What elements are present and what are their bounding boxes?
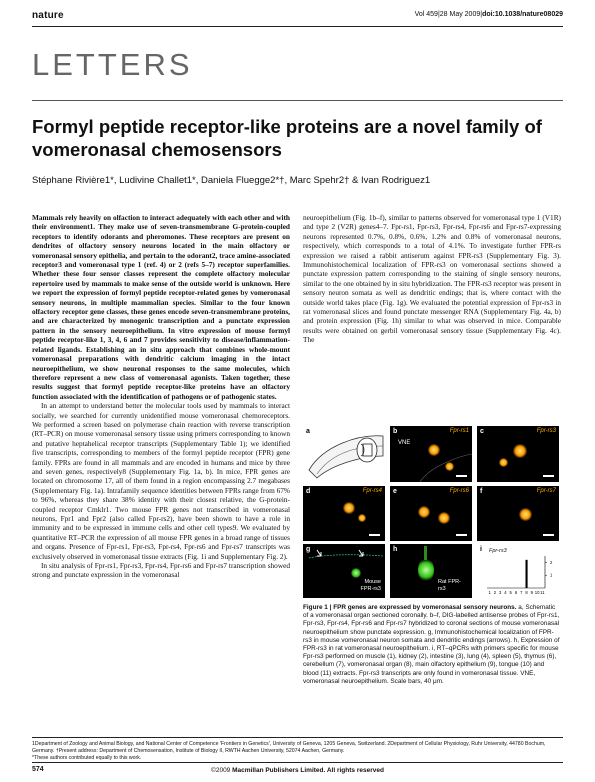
chart-title: Fpr-rs3 [489,548,507,554]
panel-label: d [306,488,311,495]
vomeronasal-schematic [303,426,385,482]
section-rule [32,100,563,101]
copyright: ©2009 Macmillan Publishers Limited. All rights reserved [211,767,384,774]
panel-label: i [480,546,482,553]
caption-label: Figure 1 | FPR genes are expressed by vomeronasal sensory neurons. [303,604,517,611]
panel-i [477,544,559,598]
x-tick-label: 10 [534,590,540,595]
panel-g [303,544,385,598]
species-label: Mouse FPR-rs3 [360,579,381,592]
gene-name: Fpr-rs6 [449,488,469,494]
scale-bar [543,534,554,536]
abstract: Mammals rely heavily on olfaction to interact adequately with each other and with their environment1. They make use of seven-transmembrane G-protein-coupled receptors to identify odorants and pheromones. These receptors are present on dendrites of olfactory sensory neurons located in the main olfactory or vomeronasal sensory epithelia, and pertain to the odorant2, trace amine-associated receptor3 and vomeronasal type 1 (ref. 4) or 2 (refs 5–7) receptor superfamilies. Whether these four sensor classes represent the complete olfactory molecular repertoire used by mammals to make sense of the outside world is unknown. Here we report the expression of formyl peptide receptor-related genes by vomeronasal sensory neurons, in multiple mammalian species. Similar to the four known olfactory receptor gene classes, these genes encode seven-transmembrane proteins, and are characterized by monogenic transcription and a punctate expression pattern in the sensory neuroepithelium. In vitro expression of mouse formyl peptide receptor-like 1, 3, 4, 6 and 7 provides sensitivity to disease/inflammation-related ligands. Establishing an in situ approach that combines whole-mount vomeronasal preparations with dendritic calcium imaging in the intact neuroepithelium, we show neuronal responses to the same molecules, which therefore represent a new class of vomeronasal agonists. Taken together, these results suggest that formyl peptide receptor-like proteins have an olfactory function associated with the identification of pathogens or of pathogenic states. [32,213,290,401]
panel-b [390,426,472,482]
x-tick-label: 6 [514,590,518,595]
equal-contribution-note: *These authors contributed equally to this work. [32,754,142,761]
header-rule [32,26,563,27]
panel-label: a [306,428,310,435]
gene-name: Fpr-rs4 [362,488,382,494]
figure-caption [303,604,561,686]
gene-name: Fpr-rs1 [449,428,469,434]
panel-d [303,486,385,541]
panel-label: e [393,488,397,495]
dendrite [424,546,427,560]
gene-name: Fpr-rs3 [536,428,556,434]
x-tick-label: 8 [525,590,528,595]
panel-label: g [306,546,311,553]
panel-h [390,544,472,598]
panel-label: c [480,428,484,435]
author-list: Stéphane Rivière1*, Ludivine Challet1*, Daniela Fluegge2*†, Marc Spehr2† & Ivan Rodriguez1 [32,175,431,186]
x-tick-label: 7 [520,590,523,595]
panel-f [477,486,559,541]
scale-bar [369,534,380,536]
scale-bar [543,475,554,477]
scale-bar [456,534,467,536]
y-tick-label: 2 [550,559,553,565]
panel-c [477,426,559,482]
right-column [303,213,561,345]
chart-bar [525,560,527,588]
journal-name: nature [32,10,64,21]
vne-label: VNE [398,440,411,446]
panel-label: b [393,428,398,435]
doi[interactable]: doi:10.1038/nature08029 [482,11,563,18]
panel-a [303,426,385,482]
x-tick-label: 4 [504,590,507,595]
x-tick-label: 2 [493,590,497,595]
panel-label: f [480,488,483,495]
x-tick-label: 5 [509,590,512,595]
page-number: 574 [32,766,44,773]
bottom-rule [32,762,563,763]
panel-e [390,486,472,541]
species-label: Rat FPR-rs3 [438,579,461,592]
x-tick-label: 11 [540,590,545,595]
panel-label: h [393,546,398,553]
footnotes [32,741,560,761]
article-title: Formyl peptide receptor-like proteins are a novel family of vomeronasal chemosensors [32,116,542,160]
x-tick-label: 9 [530,590,533,595]
scale-bar [456,475,467,477]
body-paragraph: In situ analysis of Fpr-rs1, Fpr-rs3, Fpr-rs4, Fpr-rs6 and Fpr-rs7 transcription showed strong and punctate expression in the vomeronasal [32,561,290,580]
body-paragraph: neuroepithelium (Fig. 1b–f), similar to patterns observed for vomeronasal type 1 (V1R) and type 2 (V2R) genes4–7. Fpr-rs1, Fpr-rs3, Fpr-rs4, Fpr-rs6 and Fpr-rs7-expressing neurons represented 0.7%, 0.8%, 0.6%, 1.2% and 0.8% of vomeronasal neurons, respectively, which corresponds to a total of 4.1%. To investigate further FPR-rs expression we raised a rabbit antiserum against FPR-rs3 (Supplementary Fig. 3). Immunohistochemical localization of FPR-rs3 on vomeronasal sections showed a punctate expression pattern corresponding to the staining of single sensory neurons, similar to the one obtained by in situ hybridization. The FPR-rs3 receptor was present in sensory neuron somata as well as dendritic endings; that is, where contact with the outside world takes place (Fig. 1g). We evaluated the potential expression of Fpr-rs3 in rat vomeronasal slices and found punctate messenger RNA (Supplementary Fig. 4a, b) and protein expression (Fig. 1h) similar to what was observed in mice. Comparable results were obtained on gerbil vomeronasal sensory tissue (Supplementary Fig. 4c). The [303,213,561,345]
journal-volume-info: Vol 459|28 May 2009|doi:10.1038/nature08029 [414,11,563,18]
body-paragraph: In an attempt to understand better the molecular tools used by mammals to interact socially, we searched for currently unidentified mouse vomeronasal chemoreceptors. We performed a screen based on polymerase chain reaction with reverse transcription (RT–PCR) on mouse vomeronasal sensory tissue using primers corresponding to known and putative heptahelical receptor transcripts (Supplementary Table 1); we identified five transcripts, corresponding to members of the formyl peptide receptor (FPR) gene family. FPRs are found in all mammals and are encoded in humans and mice by three and seven genes, respectively8 (Supplementary Fig. 1a, b). In mice, FPR genes are located on chromosome 17, all of them found in a region encompassing 2.7 megabases (Supplementary Fig. 1a). Intrafamily sequence identities between FPRs range from 67% to 96%, whereas they share 38% identity with their closest relative, the G-protein-coupled receptor Cmklr1. Two mouse FPR genes not transcribed in vomeronasal neurons, Fpr1 and Fpr2 (also called Fpr-rs2), have been shown to have a role in immunity and to be expressed in immune cells and other cell types9. We evaluated by quantitative RT–PCR the expression of all mouse FPR genes in a broad range of tissues and organs. Presence of Fpr-rs1, Fpr-rs3, Fpr-rs4, Fpr-rs6 and Fpr-rs7 transcripts was exclusively observed in vomeronasal tissue extracts (Fig. 1i and Supplementary Fig. 2). [32,401,290,561]
left-column [32,213,290,580]
affiliations: 1Department of Zoology and Animal Biology, and National Center of Competence 'Frontiers in Genetics', University of Geneva, 1205 Geneva, Switzerland. 2Department of Cellular Physiology, Ruhr University, 44780 Bochum, Germany. †Present address: Department of Chemosensation, Institute of Biology II, RWTH Aachen University, 52074 Aachen, Germany. [32,741,546,754]
section-label: LETTERS [32,47,193,82]
gene-name: Fpr-rs7 [536,488,556,494]
y-tick-label: 1 [550,572,553,578]
journal-header [32,8,563,24]
qpcr-chart [477,544,559,598]
x-tick-label: 3 [499,590,502,595]
figure-1 [303,426,563,598]
x-tick-label: 1 [488,590,491,595]
footnote-rule [32,737,563,738]
caption-text: a, Schematic of a vomeronasal organ sectioned coronally. b–f, DIG-labelled antisense probes of Fpr-rs1, Fpr-rs3, Fpr-rs4, Fpr-rs6 and Fpr-rs7 hybridized to coronal sections of mouse vomeronasal neuroepithelium show punctate expression. g, Immunohistochemical localization of FPR-rs3 in mouse vomeronasal neuron somata and dendritic endings (arrows). h, Expression of FPR-rs3 in rat vomeronasal neuroepithelium. i, RT–qPCRs with primers specific for mouse Fpr-rs3 performed on muscle (1), kidney (2), intestine (3), lung (4), spleen (5), thymus (6), cerebellum (7), vomeronasal organ (8), main olfactory epithelium (9), tongue (10) and blood (11) extracts. Fpr-rs3 transcripts are only found in vomeronasal tissue. VNE, vomeronasal neuroepithelium. Scale bars, 40 μm. [303,604,560,685]
